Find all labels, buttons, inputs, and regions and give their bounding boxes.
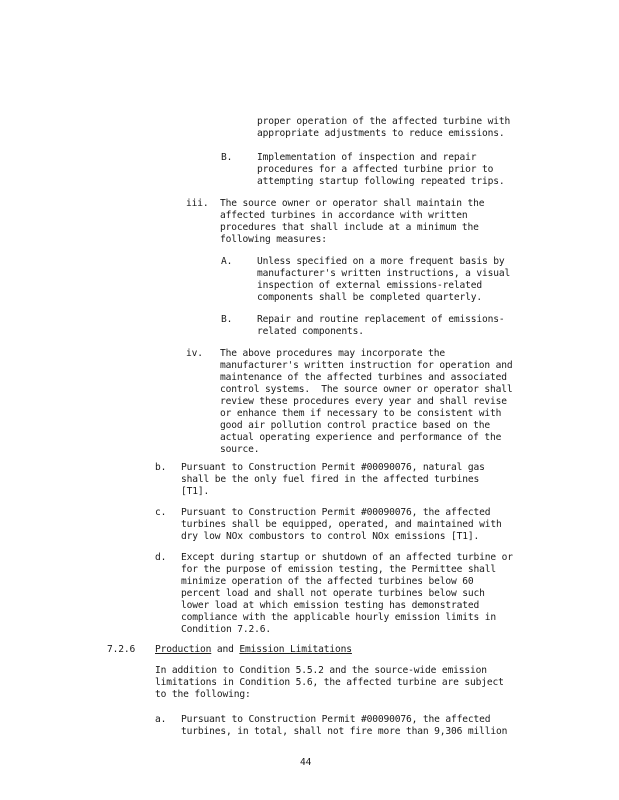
item-iiiA-line-2: manufacturer's written instructions, a visual: [257, 268, 511, 279]
item-B-line-3: attempting startup following repeated trips.: [257, 176, 505, 187]
item-iiiA-line-1: Unless specified on a more frequent basis by: [257, 256, 505, 267]
item-iii-line-1: The source owner or operator shall maintain the: [220, 198, 485, 209]
item-b-marker: b.: [155, 462, 167, 473]
item-a-line-1: Pursuant to Construction Permit #00090076, the affected: [181, 714, 491, 725]
continuation-line-2: appropriate adjustments to reduce emissions.: [257, 128, 505, 139]
item-a-marker: a.: [155, 714, 167, 725]
item-c-marker: c.: [155, 507, 167, 518]
item-B-line-2: procedures for a affected turbine prior to: [257, 164, 494, 175]
item-iv-line-2: manufacturer's written instruction for operation and: [220, 360, 513, 371]
item-B-line-1: Implementation of inspection and repair: [257, 152, 477, 163]
item-iv-line-4: control systems. The source owner or operator shall: [220, 384, 513, 395]
section-number: 7.2.6: [107, 644, 136, 655]
item-B-marker: B.: [221, 152, 233, 163]
item-d-line-5: lower load at which emission testing has demonstrated: [181, 600, 480, 611]
section-title-part-2: Emission Limitations: [239, 644, 352, 655]
section-intro-line-1: In addition to Condition 5.5.2 and the source-wide emission: [155, 665, 487, 676]
item-c-line-3: dry low NOx combustors to control NOx emissions [T1].: [181, 531, 480, 542]
section-title: [155, 644, 352, 656]
item-d-line-2: for the purpose of emission testing, the Permittee shall: [181, 564, 497, 575]
section-title-conjunction: and: [211, 644, 240, 655]
item-iiiB-line-1: Repair and routine replacement of emissions-: [257, 314, 505, 325]
page-number: 44: [300, 757, 312, 768]
item-iv-line-5: review these procedures every year and shall revise: [220, 396, 507, 407]
item-iii-line-3: procedures that shall include at a minimum the: [220, 222, 479, 233]
item-d-line-3: minimize operation of the affected turbines below 60: [181, 576, 474, 587]
item-iv-line-8: actual operating experience and performance of the: [220, 432, 502, 443]
item-c-line-2: turbines shall be equipped, operated, and maintained with: [181, 519, 502, 530]
item-b-line-1: Pursuant to Construction Permit #00090076, natural gas: [181, 462, 485, 473]
item-b-line-3: [T1].: [181, 486, 210, 497]
item-d-marker: d.: [155, 552, 167, 563]
item-iiiA-line-4: components shall be completed quarterly.: [257, 292, 483, 303]
item-d-line-7: Condition 7.2.6.: [181, 624, 272, 635]
item-iv-line-9: source.: [220, 444, 260, 455]
item-b-line-2: shall be the only fuel fired in the affected turbines: [181, 474, 480, 485]
item-iiiA-marker: A.: [221, 256, 233, 267]
item-a-line-2: turbines, in total, shall not fire more than 9,306 million: [181, 726, 508, 737]
item-iii-line-2: affected turbines in accordance with written: [220, 210, 468, 221]
item-d-line-1: Except during startup or shutdown of an affected turbine or: [181, 552, 513, 563]
item-iv-line-7: good air pollution control practice based on the: [220, 420, 491, 431]
section-title-part-1: Production: [155, 644, 212, 655]
item-d-line-4: percent load and shall not operate turbines below such: [181, 588, 485, 599]
item-iv-line-3: maintenance of the affected turbines and associated: [220, 372, 507, 383]
item-iiiB-line-2: related components.: [257, 326, 364, 337]
item-iv-line-6: or enhance them if necessary to be consistent with: [220, 408, 502, 419]
item-iiiA-line-3: inspection of external emissions-related: [257, 280, 483, 291]
section-intro-line-3: to the following:: [155, 689, 251, 700]
item-iv-marker: iv.: [186, 348, 203, 359]
item-iiiB-marker: B.: [221, 314, 233, 325]
item-iv-line-1: The above procedures may incorporate the: [220, 348, 446, 359]
item-c-line-1: Pursuant to Construction Permit #00090076, the affected: [181, 507, 491, 518]
item-iii-marker: iii.: [186, 198, 209, 209]
continuation-line-1: proper operation of the affected turbine with: [257, 116, 511, 127]
section-intro-line-2: limitations in Condition 5.6, the affected turbine are subject: [155, 677, 504, 688]
item-iii-line-4: following measures:: [220, 234, 327, 245]
item-d-line-6: compliance with the applicable hourly emission limits in: [181, 612, 497, 623]
